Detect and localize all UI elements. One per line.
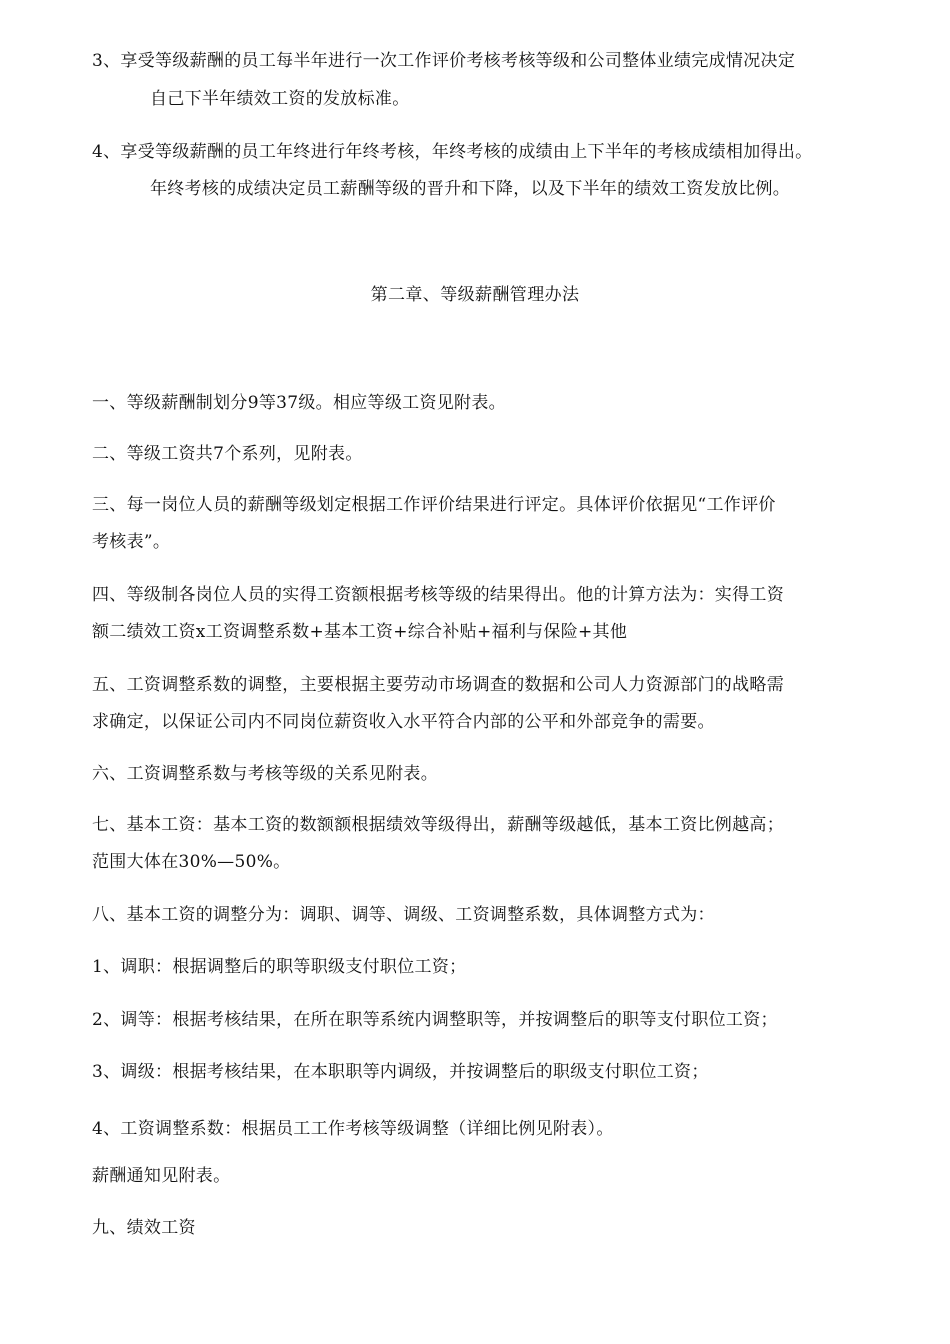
section-8: 八、基本工资的调整分为：调职、调等、调级、工资调整系数，具体调整方式为： — [92, 905, 715, 925]
salary-notice: 薪酬通知见附表。 — [92, 1166, 231, 1186]
section-7-line-1: 七、基本工资：基本工资的数额额根据绩效等级得出，薪酬等级越低，基本工资比例越高； — [92, 815, 784, 835]
section-4-line-2: 额二绩效工资x工资调整系数+基本工资+综合补贴+福利与保险+其他 — [92, 622, 628, 642]
section-5-line-2: 求确定，以保证公司内不同岗位薪资收入水平符合内部的公平和外部竞争的需要。 — [92, 712, 715, 732]
chapter-title: 第二章、等级薪酬管理办法 — [370, 285, 580, 305]
section-8-item-3: 3、调级：根据考核结果，在本职职等内调级，并按调整后的职级支付职位工资； — [92, 1062, 709, 1082]
section-6: 六、工资调整系数与考核等级的关系见附表。 — [92, 764, 438, 784]
section-8-item-1: 1、调职：根据调整后的职等职级支付职位工资； — [92, 957, 467, 977]
section-2: 二、等级工资共7个系列，见附表。 — [92, 444, 363, 464]
section-5-line-1: 五、工资调整系数的调整，主要根据主要劳动市场调查的数据和公司人力资源部门的战略需 — [92, 675, 784, 695]
section-1: 一、等级薪酬制划分9等37级。相应等级工资见附表。 — [92, 393, 506, 413]
item-3-line-2: 自己下半年绩效工资的发放标准。 — [150, 89, 410, 109]
item-3-line-1: 3、享受等级薪酬的员工每半年进行一次工作评价考核考核等级和公司整体业绩完成情况决定 — [92, 51, 796, 71]
section-9: 九、绩效工资 — [92, 1218, 196, 1238]
section-7-line-2: 范围大体在30%—50%。 — [92, 852, 291, 872]
section-8-item-4: 4、工资调整系数：根据员工工作考核等级调整（详细比例见附表）。 — [92, 1119, 614, 1139]
section-3-line-2: 考核表”。 — [92, 532, 171, 552]
item-4-line-2: 年终考核的成绩决定员工薪酬等级的晋升和下降，以及下半年的绩效工资发放比例。 — [150, 179, 791, 199]
section-8-item-2: 2、调等：根据考核结果，在所在职等系统内调整职等，并按调整后的职等支付职位工资； — [92, 1010, 778, 1030]
section-3-line-1: 三、每一岗位人员的薪酬等级划定根据工作评价结果进行评定。具体评价依据见“工作评价 — [92, 495, 776, 515]
item-4-line-1: 4、享受等级薪酬的员工年终进行年终考核，年终考核的成绩由上下半年的考核成绩相加得出。 — [92, 142, 813, 162]
section-4-line-1: 四、等级制各岗位人员的实得工资额根据考核等级的结果得出。他的计算方法为：实得工资 — [92, 585, 784, 605]
